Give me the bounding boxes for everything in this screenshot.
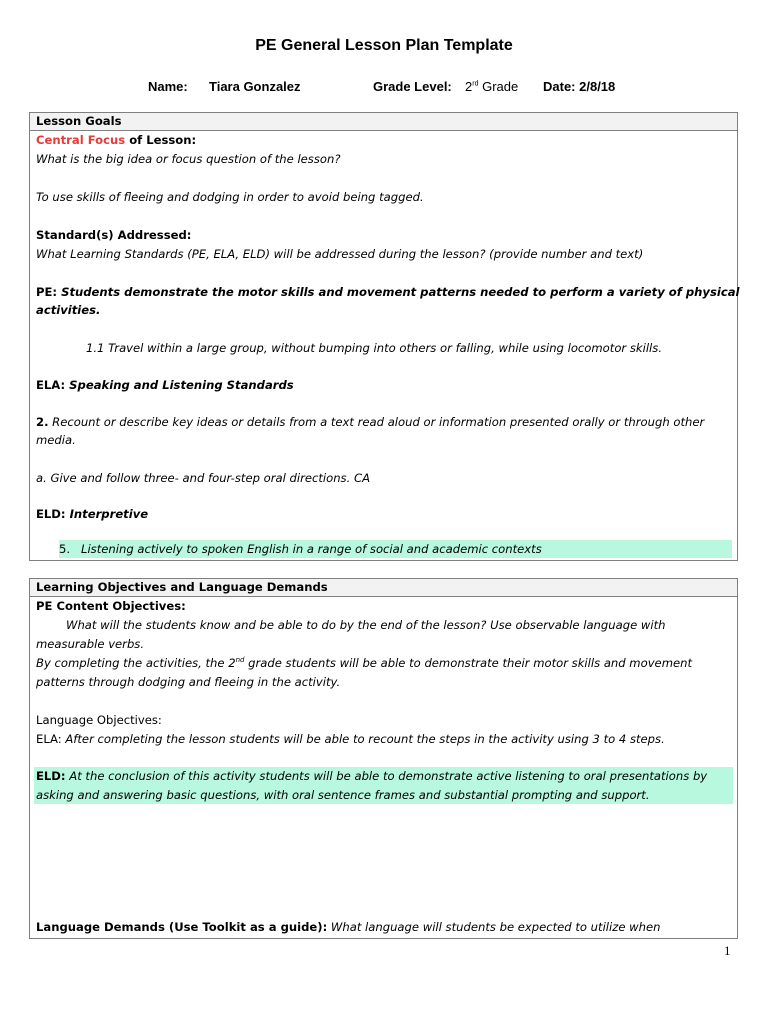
focus-answer: To use skills of fleeing and dodging in order to avoid being tagged.	[36, 190, 424, 204]
ela-standard-item-cont: media.	[36, 433, 76, 447]
pe-content-question-cont: measurable verbs.	[36, 637, 145, 651]
central-focus-label: Central Focus of Lesson:	[36, 133, 197, 147]
date-label: Date: 2/8/18	[543, 79, 616, 94]
pe-content-objectives-label: PE Content Objectives:	[36, 599, 186, 613]
standards-label: Standard(s) Addressed:	[36, 228, 192, 242]
lesson-goals-box	[29, 112, 738, 561]
grade-level-value: 2rd Grade	[465, 79, 519, 94]
focus-question: What is the big idea or focus question of the lesson?	[36, 152, 341, 166]
learning-objectives-heading: Learning Objectives and Language Demands	[30, 579, 737, 597]
eld-standard-text: ELD: Interpretive	[36, 507, 149, 521]
pe-standard-item: 1.1 Travel within a large group, without bumping into others or falling, while using locomotor skills.	[86, 341, 663, 355]
page-number: 1	[724, 943, 731, 958]
ela-standard-sub: a. Give and follow three- and four-step oral directions. CA	[36, 471, 370, 485]
language-objectives-label: Language Objectives:	[36, 713, 162, 727]
eld-standard-item: 5. Listening actively to spoken English in a range of social and academic contexts	[59, 542, 542, 556]
document-title: PE General Lesson Plan Template	[255, 37, 513, 54]
pe-content-answer: By completing the activities, the 2nd grade students will be able to demonstrate their motor skills and movement	[36, 656, 693, 670]
ela-objective: ELA: After completing the lesson students will be able to recount the steps in the activity using 3 to 4 steps.	[36, 732, 665, 746]
pe-standard-text: PE: Students demonstrate the motor skills and movement patterns needed to perform a variety of physical	[36, 285, 740, 299]
standards-question: What Learning Standards (PE, ELA, ELD) will be addressed during the lesson? (provide number and text)	[36, 247, 644, 261]
eld-objective: ELD: At the conclusion of this activity students will be able to demonstrate active listening to oral presentations by	[36, 769, 708, 783]
name-label: Name:	[148, 79, 188, 94]
pe-content-question: What will the students know and be able to do by the end of the lesson? Use observable language with	[66, 618, 666, 632]
name-value: Tiara Gonzalez	[209, 79, 301, 94]
ela-standard-item: 2. Recount or describe key ideas or details from a text read aloud or information presented orally or through other	[36, 415, 705, 429]
ela-standard-text: ELA: Speaking and Listening Standards	[36, 378, 294, 392]
eld-objective-cont: asking and answering basic questions, with oral sentence frames and substantial prompting and support.	[36, 788, 650, 802]
pe-standard-text-cont: activities.	[36, 303, 101, 317]
grade-level-label: Grade Level:	[373, 79, 452, 94]
language-demands: Language Demands (Use Toolkit as a guide): What language will students be expected to utilize when	[36, 920, 661, 934]
learning-objectives-box	[29, 578, 738, 939]
lesson-goals-heading: Lesson Goals	[30, 113, 737, 131]
pe-content-answer-cont: patterns through dodging and fleeing in the activity.	[36, 675, 341, 689]
